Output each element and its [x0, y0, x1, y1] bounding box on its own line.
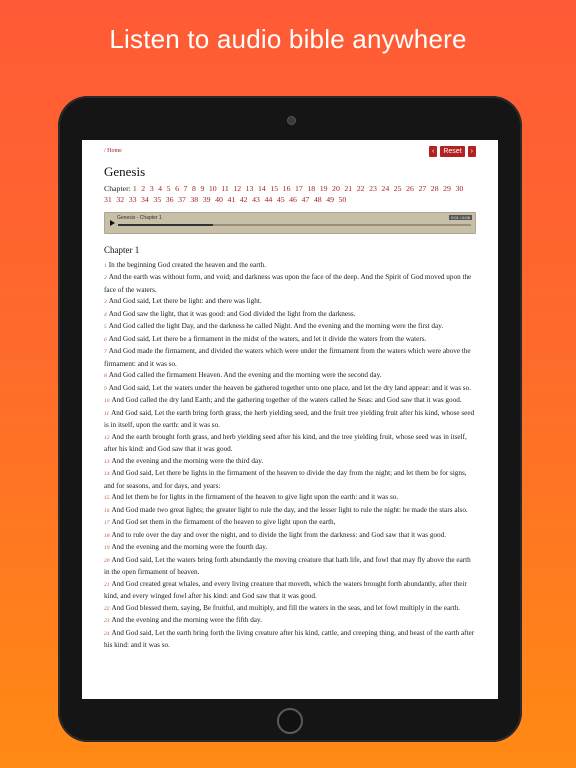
verse	[104, 603, 476, 616]
verse-number: 24	[104, 630, 110, 637]
verse-number: 17	[104, 520, 110, 527]
chapter-link[interactable]: 14	[257, 184, 266, 193]
verse	[104, 309, 476, 322]
chapter-link[interactable]: 38	[190, 195, 199, 205]
progress-fill	[118, 224, 213, 226]
chapter-link[interactable]: 48	[313, 195, 322, 205]
verse	[104, 530, 476, 543]
verse-number: 19	[104, 545, 110, 552]
verse	[104, 456, 476, 469]
breadcrumb-home[interactable]: / Home	[104, 148, 122, 154]
verse-text: And God called the firmament Heaven. And the evening and the morning were the second day.	[108, 371, 382, 380]
verse	[104, 260, 476, 273]
verse	[104, 395, 476, 408]
chapter-link[interactable]: 28	[430, 184, 439, 193]
verse-number: 20	[104, 557, 110, 564]
chapter-link[interactable]: 26	[406, 184, 414, 193]
prev-button[interactable]: ‹	[429, 146, 437, 157]
chapter-link[interactable]: 33	[128, 195, 137, 205]
verse	[104, 346, 476, 370]
player-time: 0:01 / 6:06	[451, 214, 470, 220]
verse-number: 3	[104, 299, 107, 306]
headline: Listen to audio bible anywhere	[109, 24, 467, 54]
chapter-link[interactable]: 32	[116, 195, 125, 205]
verse	[104, 334, 476, 347]
chapter-link[interactable]: 22	[356, 184, 365, 193]
chapter-link[interactable]: 34	[141, 195, 149, 205]
verse-number: 12	[104, 434, 110, 441]
verse-number: 23	[104, 618, 110, 625]
chapter-link[interactable]: 43	[252, 195, 260, 205]
verse-text: And the earth brought forth grass, and herb yielding seed after his kind, and the tree yielding fruit, whose seed was in itself, after his kind: and God saw that it was good.	[104, 432, 467, 454]
verse-text: And the evening and the morning were the fifth day.	[111, 616, 262, 625]
play-icon[interactable]	[110, 220, 115, 226]
verse-number: 13	[104, 458, 110, 465]
chapter-link[interactable]: 25	[393, 184, 402, 193]
chapter-link[interactable]: 1	[132, 184, 137, 193]
verse	[104, 517, 476, 530]
progress-track[interactable]	[118, 224, 471, 226]
verse	[104, 272, 476, 296]
verse	[104, 383, 476, 396]
verse-number: 4	[104, 311, 107, 318]
verse-text: And the earth was without form, and void; and darkness was upon the face of the deep. And the Spirit of God moved upon the face of the waters.	[104, 273, 472, 294]
verse-number: 7	[104, 349, 107, 356]
chapter-link[interactable]: 23	[369, 184, 377, 193]
verse-text: And God said, Let the waters under the heaven be gathered together unto one place, and let the dry land appear: and it was so.	[108, 383, 471, 392]
verse	[104, 468, 476, 492]
chapter-link[interactable]: 49	[326, 195, 334, 205]
app-screen	[82, 140, 498, 699]
verse-text: And God called the light Day, and the darkness he called Night. And the evening and the morning were the first day.	[108, 322, 444, 331]
verse	[104, 432, 476, 456]
chapter-link[interactable]: 44	[264, 195, 273, 205]
player-title: Genesis - Chapter 1	[117, 214, 162, 221]
verse-number: 14	[104, 471, 110, 478]
verse-number: 18	[104, 532, 110, 539]
verse-number: 1	[104, 262, 107, 269]
verse-number: 15	[104, 495, 110, 502]
chapter-link[interactable]: 30	[455, 184, 464, 193]
chapter-link[interactable]: 24	[381, 184, 390, 193]
verse-text: And God made two great lights; the greater light to rule the day, and the lesser light to rule the night: he made the stars also.	[111, 505, 468, 514]
chapter-link[interactable]: 19	[319, 184, 328, 193]
verse-text: And God said, Let the earth bring forth the living creature after his kind, cattle, and creeping thing, and beast of the earth after his kind: and it was so.	[104, 628, 475, 650]
chapter-link[interactable]: 8	[191, 184, 196, 193]
chapter-link[interactable]: 50	[338, 195, 347, 205]
chapter-link[interactable]: 35	[153, 195, 162, 205]
verse-number: 22	[104, 605, 110, 612]
verse	[104, 615, 476, 628]
book-title: Genesis	[104, 164, 146, 179]
verse-number: 6	[104, 336, 107, 343]
verse-number: 10	[104, 398, 110, 405]
chapter-link[interactable]: 15	[270, 184, 279, 193]
verse-text: And the evening and the morning were the third day.	[111, 456, 264, 465]
verse-number: 21	[104, 581, 110, 588]
verse-text: And God called the dry land Earth; and the gathering together of the waters called he Seas: and God saw that it was good.	[111, 396, 462, 405]
chapter-link[interactable]: 27	[418, 184, 427, 193]
chapter-link[interactable]: 20	[332, 184, 340, 193]
chapter-link[interactable]: 18	[307, 184, 316, 193]
chapter-link[interactable]: 21	[344, 184, 353, 193]
chapter-link[interactable]: 37	[178, 195, 186, 205]
chapter-link[interactable]: 6	[175, 184, 179, 193]
verse-text: And God said, Let the waters bring forth abundantly the moving creature that hath life, and fowl that may fly above the earth in the open firmament of heaven.	[104, 555, 471, 577]
chapter-link[interactable]: 31	[104, 195, 112, 205]
verse-text: And God created great whales, and every living creature that moveth, which the waters brought forth abundantly, after their kind, and every winged fowl after his kind: and God saw that it was good.	[104, 579, 467, 601]
top-bar	[104, 146, 476, 162]
verse	[104, 408, 476, 432]
chapter-link[interactable]: 3	[149, 184, 154, 193]
verse-number: 16	[104, 507, 110, 514]
chapter-link[interactable]: 47	[301, 195, 310, 205]
verse-text: And God made the firmament, and divided the waters which were under the firmament from the waters which were above the firmament: and it was so.	[104, 347, 471, 368]
verse	[104, 505, 476, 518]
verse-number: 2	[104, 275, 107, 282]
verse-text: And God saw the light, that it was good: and God divided the light from the darkness.	[108, 309, 356, 318]
verse-text: And God said, Let there be light: and there was light.	[108, 297, 262, 306]
audio-player	[104, 212, 476, 234]
verse	[104, 579, 476, 603]
chapter-link[interactable]: 12	[233, 184, 242, 193]
chapter-list	[104, 183, 476, 206]
chapter-link[interactable]: 41	[227, 195, 236, 205]
chapter-link[interactable]: 40	[215, 195, 223, 205]
verse-text: And God said, Let there be a firmament in the midst of the waters, and let it divide the waters from the waters.	[108, 334, 427, 343]
verse	[104, 321, 476, 334]
verse	[104, 492, 476, 505]
verse-text: And God said, Let there be lights in the firmament of the heaven to divide the day from the night; and let them be for signs, and for seasons, and for days, and years:	[104, 469, 467, 490]
chapter-link[interactable]: 10	[208, 184, 217, 193]
chapter-link[interactable]: 4	[158, 184, 163, 193]
chapter-label: Chapter:	[104, 184, 131, 193]
verse-text: In the beginning God created the heaven and the earth.	[108, 260, 267, 269]
chapter-link[interactable]: 42	[239, 195, 248, 205]
chapter-heading: Chapter 1	[104, 244, 140, 255]
verse-text: And let them be for lights in the firmament of the heaven to give light upon the earth: and it was so.	[111, 493, 399, 502]
verse	[104, 555, 476, 579]
verse-text: And the evening and the morning were the fourth day.	[111, 543, 268, 552]
verse-number: 5	[104, 324, 107, 331]
verse-text: And God blessed them, saying, Be fruitful, and multiply, and fill the waters in the seas, and let fowl multiply in the earth.	[111, 603, 460, 612]
chapter-link[interactable]: 5	[166, 184, 171, 193]
home-button[interactable]	[277, 708, 303, 734]
chapter-link[interactable]: 45	[276, 195, 285, 205]
verse-list	[104, 260, 476, 652]
camera-icon	[287, 116, 296, 125]
chapter-link[interactable]: 7	[183, 184, 188, 193]
chapter-link[interactable]: 2	[141, 184, 146, 193]
page-content	[82, 140, 498, 652]
chapter-link[interactable]: 11	[221, 184, 229, 193]
verse	[104, 370, 476, 383]
verse	[104, 628, 476, 652]
chapter-link[interactable]: 29	[443, 184, 451, 193]
verse-text: And to rule over the day and over the night, and to divide the light from the darkness: and God saw that it was good.	[111, 530, 447, 539]
verse	[104, 296, 476, 309]
nav-buttons	[429, 146, 476, 157]
chapter-link[interactable]: 16	[282, 184, 291, 193]
tablet-device	[58, 96, 522, 742]
chapter-link[interactable]: 17	[295, 184, 303, 193]
chapter-link[interactable]: 46	[289, 195, 297, 205]
verse-number: 9	[104, 385, 107, 392]
verse-number: 11	[104, 410, 110, 417]
verse-text: And God set them in the firmament of the heaven to give light upon the earth,	[111, 518, 336, 527]
chapter-link[interactable]: 39	[202, 195, 211, 205]
verse-number: 8	[104, 373, 107, 380]
verse	[104, 542, 476, 555]
chapter-link[interactable]: 13	[245, 184, 254, 193]
next-button[interactable]: ›	[468, 146, 476, 157]
chapter-link[interactable]: 9	[200, 184, 205, 193]
reset-button[interactable]: Reset	[440, 146, 464, 157]
verse-text: And God said, Let the earth bring forth grass, the herb yielding seed, and the fruit tree yielding fruit after his kind, whose seed is in itself, upon the earth: and it was so.	[104, 408, 475, 430]
chapter-link[interactable]: 36	[165, 195, 174, 205]
